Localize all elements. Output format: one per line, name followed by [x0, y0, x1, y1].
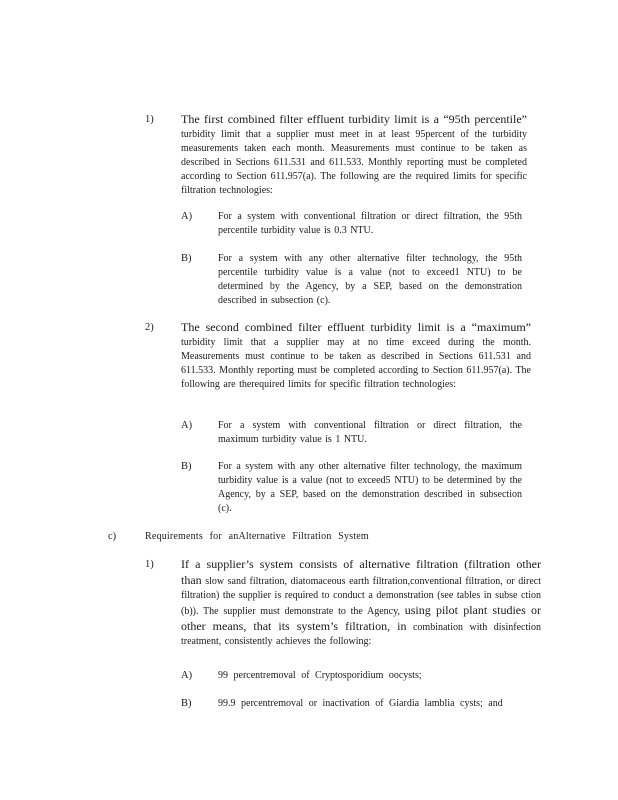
item-2-body: turbidity limit that a supplier may at no time exceed during the month. Measurements must continue to be taken as described in Sections 611.531 and 611.533. Monthly reporting must be completed according to Section 611.957(a). The following are therequired limits for specific filtration technologies: [181, 337, 531, 390]
item-1a-text: For a system with conventional filtration or direct filtration, the 95th percentile turbidity value is 0.3 NTU. [218, 211, 522, 236]
item-1b-label: B) [181, 253, 192, 264]
section-c-label: c) [108, 531, 117, 542]
section-c-item-1b-text: 99.9 percentremoval or inactivation of Giardia lamblia cysts; and [218, 698, 503, 709]
section-c-item-1a-text: 99 percentremoval of Cryptosporidium oocysts; [218, 670, 422, 681]
item-2-label: 2) [145, 322, 154, 333]
item-2a-label: A) [181, 420, 193, 431]
item-2b-text: For a system with any other alternative filter technology, the maximum turbidity value is a value (not to exceed5 NTU) to be determined by the Agency, by a SEP, based on the demonstration described in subsection (c). [218, 461, 522, 514]
item-1a-label: A) [181, 211, 193, 222]
item-2-paragraph [181, 320, 531, 392]
item-2-lead: The second combined filter effluent turbidity limit is a “maximum” [181, 320, 531, 334]
section-c-item-1-inline: using pilot plant studies or other means, that its system’s filtration, in [181, 603, 542, 633]
section-c-item-1-label: 1) [145, 559, 154, 570]
item-1-paragraph [181, 112, 527, 198]
section-c-item-1-paragraph [181, 557, 541, 649]
item-1-body: turbidity limit that a supplier must meet in at least 95percent of the turbidity measurements taken each month. Measurements must continue to be taken as described in Sections 611.531 and 611.533. Monthly reporting must be completed according to Section 611.957(a). The following are the required limits for specific filtration technologies: [181, 129, 527, 196]
section-c-item-1b-label: B) [181, 698, 192, 709]
item-1-label: 1) [145, 114, 154, 125]
section-c-item-1-body-2: combination with disinfection treatment, consistently achieves the following: [181, 622, 542, 647]
item-2b-label: B) [181, 461, 192, 472]
section-c-title: Requirements for anAlternative Filtration System [145, 531, 369, 542]
item-1-lead: The first combined filter effluent turbidity limit is a “95th percentile” [181, 112, 527, 126]
item-2a-text: For a system with conventional filtration or direct filtration, the maximum turbidity value is 1 NTU. [218, 420, 522, 445]
item-1b-text: For a system with any other alternative filter technology, the 95th percentile turbidity value is a value (not to exceed1 NTU) to be determined by the Agency, by a SEP, based on the demonstration described in subsection (c). [218, 253, 522, 306]
section-c-item-1-lead: If a supplier’s system consists of alternative filtration (filtration other than [181, 557, 541, 587]
section-c-item-1-body-1: slow sand filtration, diatomaceous earth filtration,conventional filtration, or direct filtration) the supplier is required to conduct a demonstration (see tables in subse ction (b)). The supplier must demonstrate to the Agency, [181, 576, 541, 617]
section-c-item-1a-label: A) [181, 670, 193, 681]
